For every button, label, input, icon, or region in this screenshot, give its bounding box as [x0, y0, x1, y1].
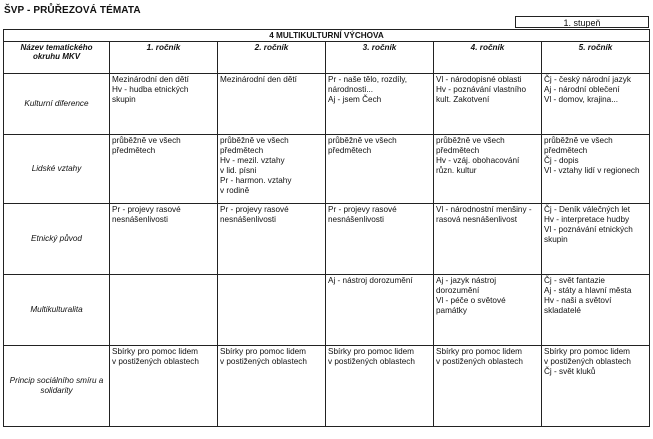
table-row	[4, 275, 650, 346]
table-cell: Mezinárodní den dětí	[218, 74, 326, 135]
table-cell: Pr - projevy rasové nesnášenlivosti	[326, 204, 434, 275]
table-cell: Čj - český národní jazyk Aj - národní oblečení Vl - domov, krajina...	[542, 74, 650, 135]
table-cell: Čj - Deník válečných let Hv - interpretace hudby Vl - poznávání etnických skupin	[542, 204, 650, 275]
table-row	[4, 74, 650, 135]
page-title: ŠVP - PRŮŘEZOVÁ TÉMATA	[4, 5, 141, 16]
table-cell: průběžně ve všech předmětech	[326, 135, 434, 204]
table-cell: Sbírky pro pomoc lidem v postižených oblastech	[434, 346, 542, 427]
area-name: Princip sociálního smíru a solidarity	[4, 346, 110, 427]
grade-column-header: 1. ročník	[110, 42, 218, 74]
table-cell: Pr - projevy rasové nesnášenlivosti	[110, 204, 218, 275]
table-cell: Pr - naše tělo, rozdíly, národnosti... Aj - jsem Čech	[326, 74, 434, 135]
area-name: Multikulturalita	[4, 275, 110, 346]
grade-column-header: 3. ročník	[326, 42, 434, 74]
table-cell: Sbírky pro pomoc lidem v postižených oblastech	[218, 346, 326, 427]
section-header-row	[4, 30, 650, 42]
table-cell: průběžně ve všech předmětech	[110, 135, 218, 204]
grade-column-header: 5. ročník	[542, 42, 650, 74]
grade-column-header: 2. ročník	[218, 42, 326, 74]
cross-curricular-table	[3, 29, 650, 427]
grade-label: 1. stupeň	[515, 16, 649, 28]
table-cell: Aj - nástroj dorozumění	[326, 275, 434, 346]
area-column-header: Název tematického okruhu MKV	[4, 42, 110, 74]
area-name: Kulturní diference	[4, 74, 110, 135]
section-title: 4 MULTIKULTURNÍ VÝCHOVA	[4, 30, 650, 42]
area-name: Etnický původ	[4, 204, 110, 275]
table-row	[4, 346, 650, 427]
table-cell: Sbírky pro pomoc lidem v postižených oblastech Čj - svět kluků	[542, 346, 650, 427]
table-cell	[110, 275, 218, 346]
table-cell: průběžně ve všech předmětech Čj - dopis Vl - vztahy lidí v regionech	[542, 135, 650, 204]
table-row	[4, 135, 650, 204]
grade-column-header: 4. ročník	[434, 42, 542, 74]
table-cell: Čj - svět fantazie Aj - státy a hlavní města Hv - naši a světoví skladatelé	[542, 275, 650, 346]
table-cell: průběžně ve všech předmětech Hv - mezil. vztahy v lid. písni Pr - harmon. vztahy v rodině	[218, 135, 326, 204]
area-name: Lidské vztahy	[4, 135, 110, 204]
table-cell: Vl - národopisné oblasti Hv - poznávání vlastního kult. Zakotvení	[434, 74, 542, 135]
column-header-row	[4, 42, 650, 74]
table-cell: Sbírky pro pomoc lidem v postižených oblastech	[110, 346, 218, 427]
table-cell	[218, 275, 326, 346]
table-cell: Aj - jazyk nástroj dorozumění Vl - péče o světové památky	[434, 275, 542, 346]
table-row	[4, 204, 650, 275]
table-cell: Mezinárodní den dětí Hv - hudba etnických skupin	[110, 74, 218, 135]
table-cell: Vl - národnostní menšiny - rasová nesnášenlivost	[434, 204, 542, 275]
table-cell: průběžně ve všech předmětech Hv - vzáj. obohacování různ. kultur	[434, 135, 542, 204]
table-cell: Pr - projevy rasové nesnášenlivosti	[218, 204, 326, 275]
table-cell: Sbírky pro pomoc lidem v postižených oblastech	[326, 346, 434, 427]
